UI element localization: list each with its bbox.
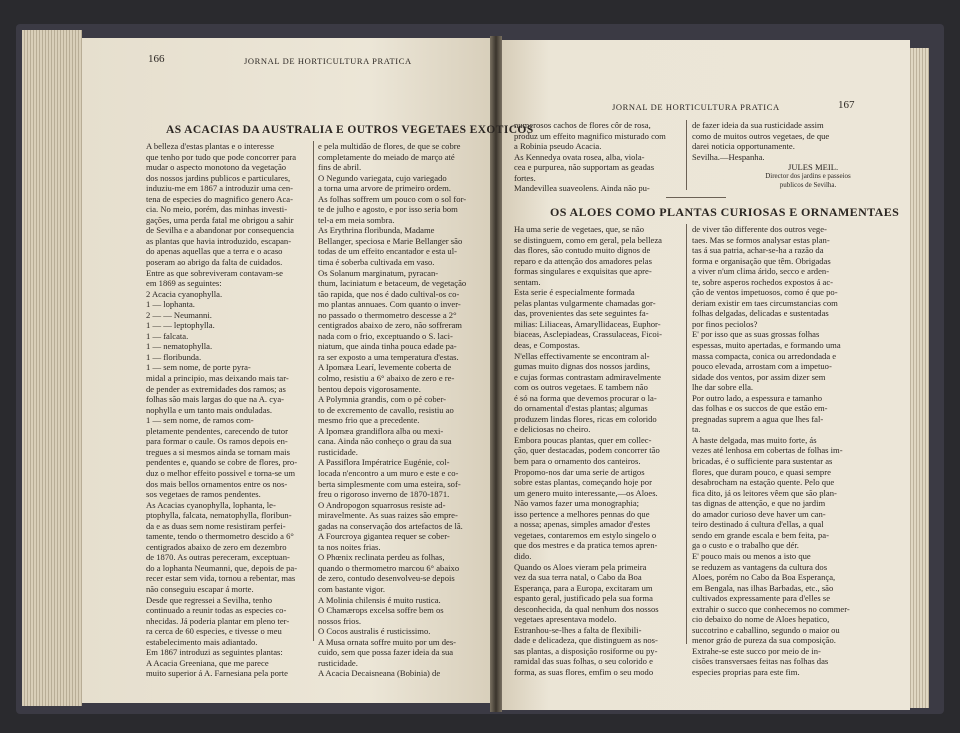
text-line: Embora poucas plantas, quer em collec-	[514, 434, 652, 445]
text-line: com bastante vigor.	[318, 583, 386, 594]
text-line: de pender as extremidades dos ramos; as	[146, 383, 286, 394]
text-line: de zero, contudo desenvolveu-se depois	[318, 573, 455, 584]
text-line: nhecidas. Já poderia plantar em pleno ter-	[146, 615, 290, 626]
text-line: Sevilha.—Hespanha.	[692, 151, 765, 162]
text-line: e deliciosas no cheiro.	[514, 424, 591, 435]
text-line: centigrados abaixo de zero, não soffreram	[318, 320, 462, 331]
text-line: Em 1867 introduzi as seguintes plantas:	[146, 647, 283, 658]
text-line: A Passiflora Impératrice Eugénie, col-	[318, 457, 450, 468]
author-role-line: Director dos jardins e passeios	[765, 172, 851, 180]
text-line: a viver n'um clima árido, secco e arden-	[692, 266, 830, 277]
text-line: Esperança, para a Europa, excitaram um	[514, 582, 653, 593]
text-line: 1 — nematophylla.	[146, 341, 213, 352]
text-line: N'ellas effectivamente se encontram al-	[514, 350, 650, 361]
text-line: um genero muito interessante,—os Aloes.	[514, 487, 658, 498]
text-line: gumas muito dignas dos nossos jardins,	[514, 361, 651, 372]
text-line: 1 — sem nome, de porte pyra-	[146, 362, 251, 373]
text-line: para formar o caule. Os ramos depois en-	[146, 436, 288, 447]
text-line: ga o custo e o trabalho que dér.	[692, 540, 799, 551]
text-line: e cujas formas contrastam admiravelmente	[514, 371, 661, 382]
text-line: vez da sua terra natal, o Cabo da Boa	[514, 572, 642, 583]
text-line: de fazer ideia da sua rusticidade assim	[692, 120, 824, 130]
text-line: cio debaixo do nome de Aloes hepatico,	[692, 614, 830, 625]
text-line: E' por isso que as suas grossas folhas	[692, 329, 820, 340]
right-article-title: OS ALOES COMO PLANTAS CURIOSAS E ORNAMENTAES	[550, 205, 900, 219]
text-line: numerosos cachos de flores côr de rosa,	[514, 120, 651, 130]
text-line: 1 — sem nome, de ramos com-	[146, 415, 254, 426]
text-line: gações, uma perda fatal me obrigou a sahir	[146, 214, 294, 225]
text-line: quando o thermometro marcou 6° abaixo	[318, 562, 460, 573]
text-line: pendentes e, quando se cobre de flores, pro-	[146, 457, 298, 468]
text-line: sobre estas plantas, começando hoje por	[514, 477, 652, 488]
text-line: dade e delicadeza, que distinguem as nos-	[514, 635, 658, 646]
text-line: Esta serie é especialmente formada	[514, 287, 635, 298]
text-line: e pela multidão de flores, de que se cobre	[318, 141, 461, 151]
text-line: ra ser exposto a uma temperatura d'estas.	[318, 351, 459, 362]
text-line: muito superior á A. Farnesiana pela porte	[146, 668, 288, 679]
text-line: folhas delgadas, delicadas e sustentadas	[692, 308, 829, 319]
author-role	[760, 172, 856, 190]
text-line: A Ipomæa grandiflora alba ou mexi-	[318, 425, 444, 436]
text-line: ramidal das suas folhas, o seu colorido e	[514, 656, 653, 667]
column-rule-right	[686, 224, 687, 644]
text-line: menor gráo de pureza da sua composição.	[692, 635, 836, 646]
text-line: a nossa; apenas, simples amador d'estes	[514, 519, 651, 530]
text-line: Mandevillea suaveolens. Ainda não pu-	[514, 183, 650, 194]
text-line: da e as duas sem nome resistiram perfei-	[146, 520, 286, 531]
text-line: sendo em grande escala e bem feita, pa-	[692, 529, 829, 540]
text-line: Por outro lado, a espessura e tamanho	[692, 392, 823, 403]
text-line: induziu-me em 1867 a introduzir uma cen-	[146, 183, 294, 194]
text-line: miravelmente. As suas raizes são empre-	[318, 510, 458, 521]
text-line: flores, que duram pouco, e quasi sempre	[692, 466, 831, 477]
text-line: dos nossos jardins publicos e particulares,	[146, 172, 291, 183]
text-line: 1 — — leptophylla.	[146, 320, 215, 331]
text-line: deas, e Compostas.	[514, 340, 580, 351]
text-line: tima é soberba cultivada em vaso.	[318, 257, 435, 268]
text-line: mudar o aspecto monotono da vegetação	[146, 162, 287, 173]
text-line: das folhas e os succos de que estão em-	[692, 403, 828, 414]
text-line: cia. No meio, porém, das minhas investi-	[146, 204, 288, 215]
text-line: sos vegetaes de ramos pendentes.	[146, 489, 261, 500]
text-line: ção, quer destacadas, podem concorrer tão	[514, 445, 660, 456]
text-line: tregues a si mesmos ainda se tornam mais	[146, 446, 290, 457]
text-line: desabrocham na estação quente. Pelo que	[692, 477, 835, 488]
text-line: O Cocos australis é rusticissimo.	[318, 626, 431, 637]
text-line: tena de especies do magnifico genero Aca-	[146, 193, 293, 204]
text-line: succotrino e caballino, segundo o maior ou	[692, 624, 840, 635]
text-line: do apenas aquellas que a terra e o acaso	[146, 246, 283, 257]
text-line: de viver tão differente dos outros vege-	[692, 224, 827, 234]
text-line: do amador curioso deve haver um can-	[692, 508, 826, 519]
text-line: recer estar sem vida, tornou a rebentar, mas	[146, 573, 296, 584]
text-line: ta.	[692, 424, 701, 435]
text-line: Quando os Aloes vieram pela primeira	[514, 561, 647, 572]
right-page-number: 167	[838, 99, 855, 111]
text-line: se reduzem as vantagens da cultura dos	[692, 561, 828, 572]
text-line: tel-a em meia sombra.	[318, 214, 395, 225]
text-line: é só na forma que devemos procurar o la-	[514, 392, 657, 403]
text-line: de 1870. As outras pereceram, exceptuan-	[146, 552, 290, 563]
text-line: do a lophanta Neumanni, que, depois de pa-	[146, 562, 298, 573]
text-line: produz um effeito magnifico misturado com	[514, 130, 666, 141]
text-line: pletamente pendentes, carecendo de tutor	[146, 425, 288, 436]
text-line: te de julho e agosto, e por isso seria bom	[318, 204, 458, 215]
text-line: Não vamos fazer uma monographia;	[514, 498, 640, 509]
text-line: nophylla e um tanto mais onduladas.	[146, 404, 273, 415]
text-line: especies proprias para este fim.	[692, 666, 800, 677]
left-page-number: 166	[148, 53, 165, 65]
text-line: espessas, muito apertadas, e formando uma	[692, 340, 841, 351]
text-line: fica dito, já os leitores vêem que são plan-	[692, 487, 837, 498]
text-line: a torna uma arvore de primeiro ordem.	[318, 183, 451, 194]
column-rule	[313, 141, 314, 641]
text-line: folhas são mais largas do que na A. cya-	[146, 394, 285, 405]
text-line: A Fourcroya gigantea requer se cober-	[318, 531, 450, 542]
text-line: taes. Mas se formos analysar estas plan-	[692, 234, 830, 245]
text-line: tas á sua patria, achar-se-ha a razão da	[692, 245, 824, 256]
text-line: A Acacia Decaisneana (Bobinia) de	[318, 668, 441, 679]
left-article-title: AS ACACIAS DA AUSTRALIA E OUTROS VEGETAES EXOTICOS	[166, 124, 534, 136]
author-signature: JULES MEIL.	[788, 162, 839, 172]
text-line: ptophylla, falcata, nematophylla, floribun-	[146, 510, 292, 521]
text-line: cuido, sem que possa fazer ideia da sua	[318, 647, 454, 658]
text-line: ção de ventos impetuosos, como é que po-	[692, 287, 838, 298]
text-line: O Andropogon squarrosus resiste ad-	[318, 499, 446, 510]
text-line: milias: Liliaceas, Amaryllidaceas, Euphor-	[514, 318, 661, 329]
text-line: vegetaes, contaremos em estylo singelo o	[514, 529, 657, 540]
text-line: com os outros vegetaes. E tambem não	[514, 382, 648, 393]
text-line: em 1869 as seguintes:	[146, 278, 222, 289]
text-line: O Chamærops excelsa soffre bem os	[318, 605, 444, 616]
text-line: pregnadas suprem a agua que lhes fal-	[692, 413, 824, 424]
section-divider	[666, 197, 726, 198]
text-line: A Ipomæa Learí, levemente coberta de	[318, 362, 452, 373]
top-column-rule	[686, 120, 687, 190]
text-line: niatum, que ainda tinha pouca edade pa-	[318, 341, 457, 352]
text-line: do ornamental d'estas plantas; algumas	[514, 403, 648, 414]
text-line: que tenho por tudo que pode concorrer para	[146, 151, 297, 162]
text-line: A Acacia Greeniana, que me parece	[146, 657, 269, 668]
text-line: nada com o frio, exceptuando o S. laci-	[318, 330, 453, 341]
text-line: bem para o ornamento dos canteiros.	[514, 456, 641, 467]
author-role-line: publicos de Sevilha.	[779, 181, 837, 189]
text-line: reparo e da attenção dos amadores pelas	[514, 255, 652, 266]
text-line: A Musa ornata soffre muito por um des-	[318, 636, 457, 647]
text-line: As Erythrina floribunda, Madame	[318, 225, 435, 236]
text-line: produzem lindas flores, ricas em colorido	[514, 413, 657, 424]
text-line: biaceas, Asclepiadeas, Crassulaceas, Ficoi-	[514, 329, 662, 340]
text-line: em Bengala, nas ilhas Barbadas, etc., são	[692, 582, 834, 593]
text-line: duz o melhor effeito possivel e torna-se um	[146, 467, 295, 478]
left-column-2	[318, 141, 484, 686]
text-line: Propomo-nos dar uma serie de artigos	[514, 466, 645, 477]
text-line: to de excremento de cavallo, resistiu ao	[318, 404, 454, 415]
text-line: A Polymnia grandis, com o pé cober-	[318, 394, 446, 405]
text-line: cana. Ainda não conheço o grau da sua	[318, 436, 452, 447]
text-line: O Phœnix reclinata perdeu as folhas,	[318, 552, 445, 563]
text-line: poseram ao abrigo da falta de cuidados.	[146, 257, 283, 268]
left-running-head: JORNAL DE HORTICULTURA PRATICA	[244, 56, 412, 66]
text-line: estabelecimento mais adiantado.	[146, 636, 258, 647]
text-line: cultivados expressamente para d'elles se	[692, 593, 831, 604]
text-line: das flores, são contudo muito dignos de	[514, 245, 651, 256]
text-line: ra cerca de 60 especies, e tivesse o meu	[146, 626, 282, 637]
text-line: centigrados abaixo de zero em dezembro	[146, 541, 287, 552]
left-column-1	[146, 141, 310, 686]
text-line: A haste delgada, mas muito forte, ás	[692, 434, 817, 445]
text-line: dido.	[514, 550, 532, 561]
text-line: colmo, resistiu a 6° abaixo de zero e re-	[318, 373, 455, 384]
text-line: gadas na conservação dos artefactos de lã.	[318, 520, 463, 531]
text-line: sentam.	[514, 276, 541, 287]
text-line: rusticidade.	[318, 446, 358, 457]
text-line: darei noticia opportunamente.	[692, 141, 795, 152]
text-line: de Sevilha e a abandonar por consequencia	[146, 225, 294, 236]
text-line: E' pouco mais ou menos a isto que	[692, 550, 811, 561]
text-line: 1 — floribunda.	[146, 351, 202, 362]
text-line: a Robinia pseudo Acacia.	[514, 141, 602, 152]
text-line: locada n'encontro a um muro e este e co-	[318, 467, 459, 478]
right-column-2	[692, 224, 860, 694]
text-line: ta nos noites frias.	[318, 541, 381, 552]
text-line: continuado a reunir todas as especies co-	[146, 605, 287, 616]
text-line: berta simplesmente com uma esteira, sof-	[318, 478, 461, 489]
text-line: das, provenientes das sete seguintes fa-	[514, 308, 649, 319]
text-line: bricadas, é o sufficiente para sustentar as	[692, 456, 833, 467]
text-line: Os Solanum marginatum, pyracan-	[318, 267, 439, 278]
text-line: formas singulares e exquisitas que apre-	[514, 266, 652, 277]
text-line: pouco elevada, arrostam com a impetuo-	[692, 361, 832, 372]
text-line: sas plantas, a disposição rosiforme ou py-	[514, 645, 658, 656]
text-line: todas de um effeito encantador e esta ul-	[318, 246, 457, 257]
text-line: extrahir o succo que conhecemos no commer-	[692, 603, 850, 614]
text-line: 1 — falcata.	[146, 330, 189, 341]
text-line: espanto geral, justificado pela sua forma	[514, 593, 653, 604]
text-line: desconhecida, da qual nenhum dos nossos	[514, 603, 659, 614]
text-line: Ha uma serie de vegetaes, que, se não	[514, 224, 645, 234]
text-line: vegetaes apresentava modelo.	[514, 614, 617, 625]
text-line: cisões transversaes feitas nas folhas das	[692, 656, 829, 667]
text-line: nossos frios.	[318, 615, 361, 626]
text-line: no passado o thermometro descesse a 2°	[318, 309, 457, 320]
text-line: A belleza d'estas plantas e o interesse	[146, 141, 275, 151]
text-line: O Negundo variegata, cujo variegado	[318, 172, 447, 183]
text-line: as plantas que havia introduzido, escapan-	[146, 235, 292, 246]
text-line: completamente do meiado de março até	[318, 151, 455, 162]
right-column-1	[514, 224, 682, 694]
text-line: mesmo frio que a precedente.	[318, 415, 420, 426]
text-line: que dos mestres e da pratica temos apren-	[514, 540, 658, 551]
text-line: pelas plantas vulgarmente chamadas gor-	[514, 297, 656, 308]
right-top-column-1	[514, 120, 682, 196]
page-edges-left	[22, 30, 82, 706]
text-line: Extrahe-se este succo por meio de in-	[692, 645, 821, 656]
text-line: lhe dar sobre ella.	[692, 382, 754, 393]
text-line: As Kennedya ovata rosea, alba, viola-	[514, 151, 645, 162]
text-line: deriam existir em taes circumstancias com	[692, 297, 838, 308]
text-line: tão rapida, que nos é dado cultival-os co-	[318, 288, 460, 299]
text-line: fortes.	[514, 172, 536, 183]
right-running-head: JORNAL DE HORTICULTURA PRATICA	[612, 102, 780, 112]
text-line: Estranhou-se-lhes a falta de flexibili-	[514, 624, 642, 635]
text-line: forma, as suas flores, emfim o seu modo	[514, 666, 654, 677]
text-line: 2 — — Neumanni.	[146, 309, 212, 320]
text-line: thum, laciniatum e betaceum, de vegetação	[318, 278, 467, 289]
text-line: freu o rigoroso inverno de 1870-1871.	[318, 489, 450, 500]
text-line: Bellanger, speciosa e Marie Bellanger são	[318, 235, 463, 246]
text-line: mo plantas annuaes. Com quanto o inver-	[318, 299, 461, 310]
text-line: por finos peciolos?	[692, 318, 758, 329]
text-line: As folhas soffrem um pouco com o sol for-	[318, 193, 467, 204]
text-line: 2 Acacia cyanophylla.	[146, 288, 223, 299]
text-line: teiro destinado á cultura d'ellas, a qual	[692, 519, 824, 530]
text-line: vezes até lenhosa em cobertas de folhas im-	[692, 445, 843, 456]
text-line: Entre as que sobreviveram contavam-se	[146, 267, 283, 278]
text-line: rusticidade.	[318, 657, 358, 668]
right-top-column-2	[692, 120, 860, 164]
text-line: midal a principio, mas deixando mais tar-	[146, 373, 289, 384]
text-line: dos mais bellos ornamentos entre os nos-	[146, 478, 288, 489]
text-line: massa compacta, conica ou arredondada e	[692, 350, 837, 361]
text-line: tas dignas de attenção, e que no jardim	[692, 498, 826, 509]
text-line: como de muitos outros vegetaes, de que	[692, 130, 830, 141]
book-gutter	[490, 36, 502, 712]
text-line: tamente, tendo o thermometro descido a 6°	[146, 531, 294, 542]
text-line: Aloes, porém no Cabo da Boa Esperança,	[692, 572, 836, 583]
text-line: Desde que regressei a Sevilha, tenho	[146, 594, 272, 605]
text-line: As Acacias cyanophylla, lophanta, le-	[146, 499, 276, 510]
text-line: te, sobre asperos rochedos expostos á ac-	[692, 276, 834, 287]
text-line: A Molinia chilensis é muito rustica.	[318, 594, 441, 605]
text-line: forma e organisação que têm. Obrigadas	[692, 255, 831, 266]
text-line: cea e purpurea, não supportam as geadas	[514, 162, 655, 173]
text-line: 1 — lophanta.	[146, 299, 195, 310]
text-line: sidade dos ventos, por assim dizer sem	[692, 371, 826, 382]
text-line: não conseguiu escapar á morte.	[146, 583, 254, 594]
text-line: bentou depois vigorosamente.	[318, 383, 421, 394]
text-line: fins de abril.	[318, 162, 362, 173]
text-line: isso pertence a melhores pennas do que	[514, 508, 650, 519]
text-line: se distinguem, como em geral, pela belleza	[514, 234, 662, 245]
